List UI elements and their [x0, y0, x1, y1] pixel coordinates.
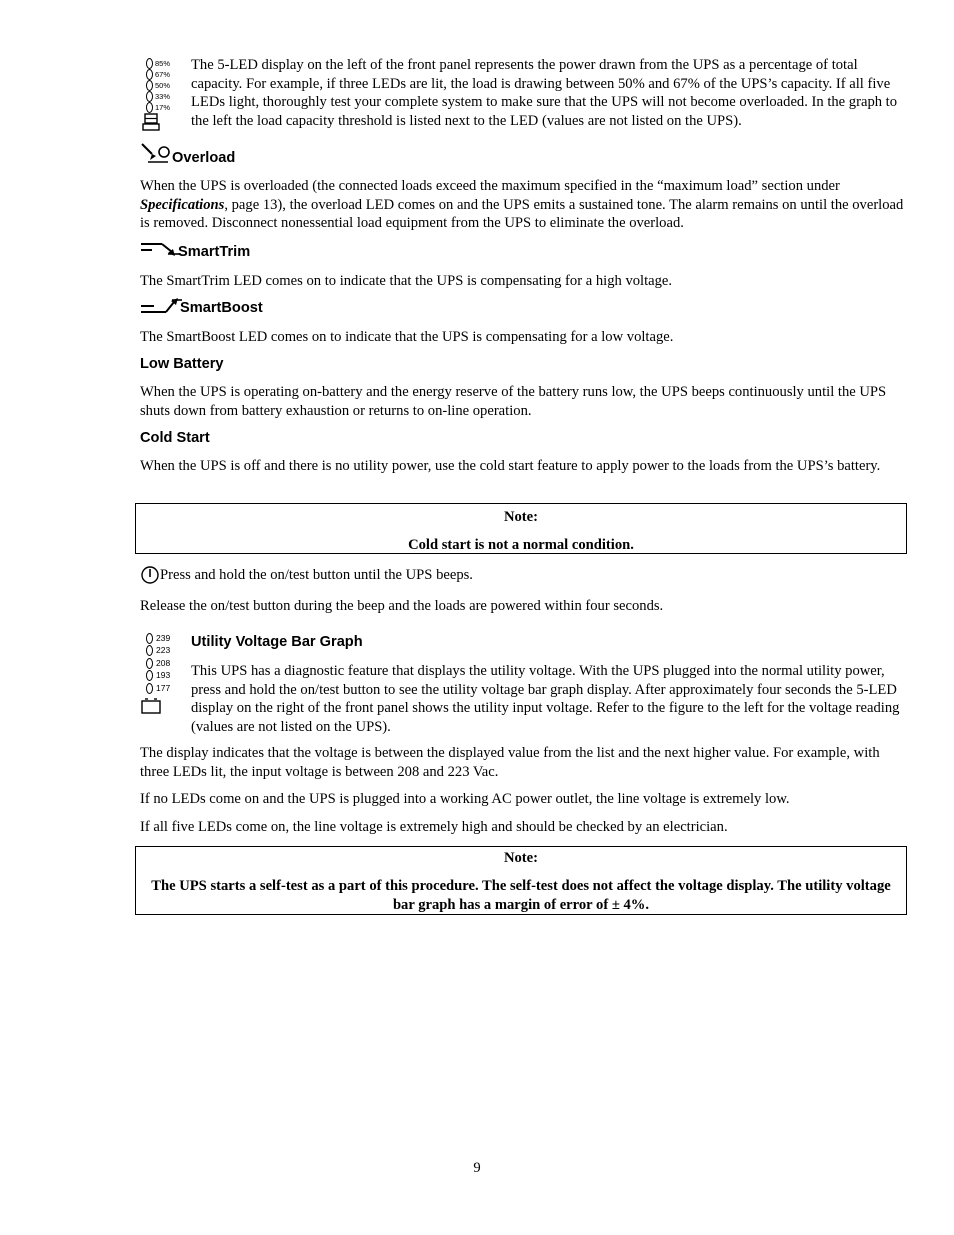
low-battery-title: Low Battery	[140, 356, 224, 372]
led-circle-icon	[146, 658, 153, 669]
cold-start-step1	[140, 565, 473, 585]
note-title: Note:	[503, 850, 539, 866]
led-label: 239	[156, 633, 171, 643]
overload-icon	[140, 142, 172, 166]
smarttrim-heading	[140, 240, 250, 260]
smarttrim-text: The SmartTrim LED comes on to indicate that the UPS is compensating for a high voltage.	[140, 273, 673, 289]
led-label: 67%	[155, 69, 171, 79]
led-label: 17%	[155, 102, 171, 112]
led-circle-icon	[146, 58, 153, 69]
utility-text: This UPS has a diagnostic feature that displays the utility voltage. With the UPS plugged into the normal utility power, press and hold the on/test button to see the utility voltage bar graph display. After approximately four seconds the 5-LED display on the right of the front panel shows the utility input voltage. Refer to the figure to the left for the voltage reading (values are not listed on the UPS).	[191, 663, 900, 735]
battery-icon	[142, 113, 160, 131]
note-title: Note:	[503, 509, 539, 525]
battery-outline-icon	[141, 698, 161, 714]
led-circle-icon	[146, 102, 153, 113]
utility-para3: If no LEDs come on and the UPS is plugged into a working AC power outlet, the line voltage is extremely low.	[140, 791, 790, 807]
led-177	[146, 682, 170, 694]
load-led-description: The 5-LED display on the left of the front panel represents the power drawn from the UPS as a percentage of total capacity. For example, if three LEDs are lit, the load is drawing between 50% and 67% of the UPS’s capacity. If all five LEDs light, thoroughly test your complete system to make sure that the UPS will not become overloaded. In the graph to the left the load capacity threshold is listed next to the LED (values are not listed on the UPS).	[191, 57, 898, 129]
led-223	[146, 644, 170, 656]
led-label: 223	[156, 645, 171, 655]
page-number: 9	[473, 1160, 481, 1176]
utility-para4: If all five LEDs come on, the line voltage is extremely high and should be checked by an electrician.	[140, 819, 728, 835]
overload-heading	[140, 142, 235, 166]
smartboost-title: SmartBoost	[180, 300, 263, 316]
led-239	[146, 632, 170, 644]
note-text: The UPS starts a self-test as a part of this procedure. The self-test does not affect the voltage display. The utility voltage bar graph has a margin of error of ± 4%.	[151, 878, 891, 913]
cold-start-text: When the UPS is off and there is no utility power, use the cold start feature to apply power to the loads from the UPS’s battery.	[140, 458, 881, 474]
power-icon	[140, 565, 160, 585]
led-label: 177	[156, 683, 171, 693]
step1-text: Press and hold the on/test button until the UPS beeps.	[160, 567, 473, 584]
led-193	[146, 669, 170, 681]
led-label: 85%	[155, 58, 171, 68]
smartboost-icon	[140, 296, 182, 316]
overload-title: Overload	[172, 150, 236, 166]
smarttrim-icon	[140, 240, 180, 260]
smartboost-heading	[140, 296, 263, 316]
utility-note	[135, 846, 907, 915]
led-circle-icon	[146, 91, 153, 102]
note-text: Cold start is not a normal condition.	[408, 537, 634, 553]
led-circle-icon	[146, 683, 153, 694]
low-battery-text: When the UPS is operating on-battery and the energy reserve of the battery runs low, the UPS beeps continuously until the UPS shuts down from battery exhaustion or returns to on-line operation.	[140, 384, 887, 419]
cold-start-title: Cold Start	[140, 430, 210, 446]
led-circle-icon	[146, 645, 153, 656]
led-label: 50%	[155, 80, 171, 90]
cold-start-note	[135, 503, 907, 554]
smarttrim-title: SmartTrim	[178, 244, 251, 260]
cold-start-step2: Release the on/test button during the beep and the loads are powered within four seconds.	[140, 598, 664, 614]
led-label: 208	[156, 658, 171, 668]
led-circle-icon	[146, 69, 153, 80]
utility-para2: The display indicates that the voltage is between the displayed value from the list and the next higher value. For example, with three LEDs lit, the input voltage is between 208 and 223 Vac.	[140, 745, 880, 780]
led-208	[146, 657, 170, 669]
led-label: 33%	[155, 91, 171, 101]
led-circle-icon	[146, 80, 153, 91]
led-circle-icon	[146, 670, 153, 681]
overload-text: When the UPS is overloaded (the connected loads exceed the maximum specified in the “maximum load” section under Specifications, page 13), the overload LED comes on and the UPS emits a sustained tone. The alarm remains on until the overload is removed. Disconnect nonessential load equipment from the UPS to eliminate the overload.	[140, 178, 904, 232]
led-17	[146, 101, 170, 113]
utility-title: Utility Voltage Bar Graph	[191, 634, 363, 650]
led-circle-icon	[146, 633, 153, 644]
led-label: 193	[156, 670, 171, 680]
smartboost-text: The SmartBoost LED comes on to indicate that the UPS is compensating for a low voltage.	[140, 329, 674, 345]
